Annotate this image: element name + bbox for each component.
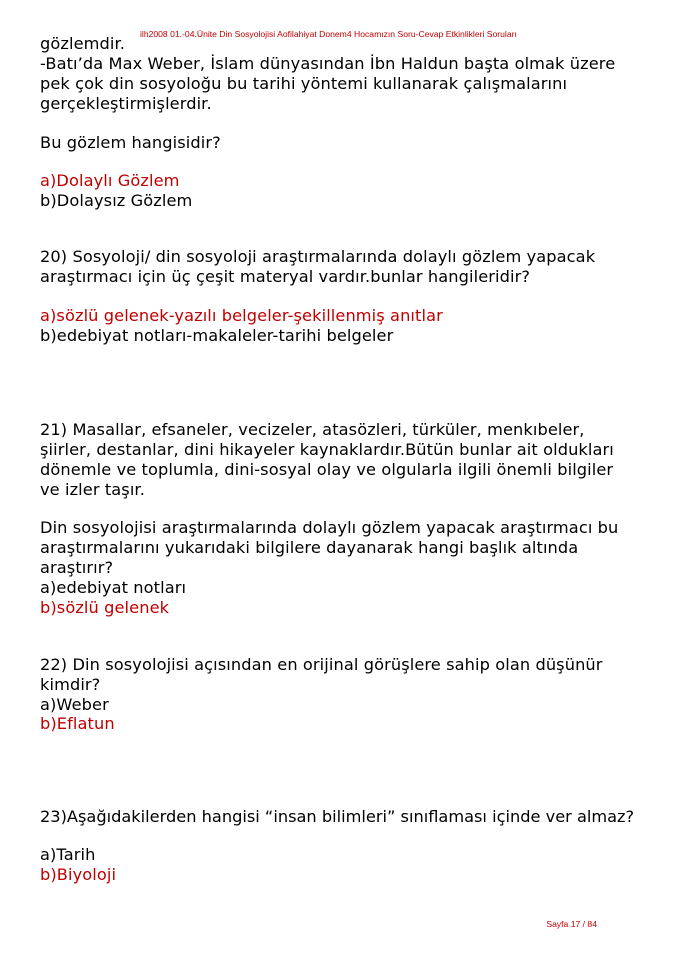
q23-line: 23)Aşağıdakilerden hangisi “insan bilimleri” sınıflaması içinde ver almaz? [40,807,635,826]
intro-line-2: -Batı’da Max Weber, İslam dünyasından İbn Haldun başta olmak üzere [40,54,616,73]
q20-option-b: b)edebiyat notları-makaleler-tarihi belgeler [40,326,394,345]
page-number: Sayfa 17 / 84 [546,919,597,929]
q20-line-2: araştırmacı için üç çeşit materyal vardır.bunlar hangileridir? [40,267,531,286]
q23-option-a: a)Tarih [40,845,96,864]
q20-answer-a: a)sözlü gelenek-yazılı belgeler-şekillenmiş anıtlar [40,306,443,325]
intro-line-1: gözlemdir. [40,34,125,53]
intro-question: Bu gözlem hangisidir? [40,133,221,152]
q21-question-line-1: Din sosyolojisi araştırmalarında dolaylı gözlem yapacak araştırmacı bu [40,518,619,537]
intro-answer-a: a)Dolaylı Gözlem [40,171,180,190]
q21-answer-b: b)sözlü gelenek [40,598,170,617]
q22-option-a: a)Weber [40,695,109,714]
intro-option-b: b)Dolaysız Gözlem [40,191,193,210]
page-header: ilh2008 01.-04.Ünite Din Sosyolojisi Aofilahiyat Donem4 Hocamızın Soru-Cevap Etkinlikleri Soruları [140,29,517,39]
q23-answer-b: b)Biyoloji [40,865,117,884]
q22-answer-b: b)Eflatun [40,714,115,733]
q20-line-1: 20) Sosyoloji/ din sosyoloji araştırmalarında dolaylı gözlem yapacak [40,247,596,266]
q21-question-line-2: araştırmalarını yukarıdaki bilgilere dayanarak hangi başlık altında [40,538,579,557]
intro-line-4: gerçekleştirmişlerdir. [40,94,212,113]
q21-question-line-3: araştırır? [40,558,114,577]
q22-line-2: kimdir? [40,675,101,694]
q21-line-3: dönemle ve toplumla, dini-sosyal olay ve olgularla ilgili önemli bilgiler [40,460,614,479]
q21-line-1: 21) Masallar, efsaneler, vecizeler, atasözleri, türküler, menkıbeler, [40,420,585,439]
q22-line-1: 22) Din sosyolojisi açısından en orijinal görüşlere sahip olan düşünür [40,655,603,674]
q21-line-2: şiirler, destanlar, dini hikayeler kaynaklardır.Bütün bunlar ait oldukları [40,440,614,459]
q21-line-4: ve izler taşır. [40,480,145,499]
q21-option-a: a)edebiyat notları [40,578,187,597]
intro-line-3: pek çok din sosyoloğu bu tarihi yöntemi kullanarak çalışmalarını [40,74,568,93]
